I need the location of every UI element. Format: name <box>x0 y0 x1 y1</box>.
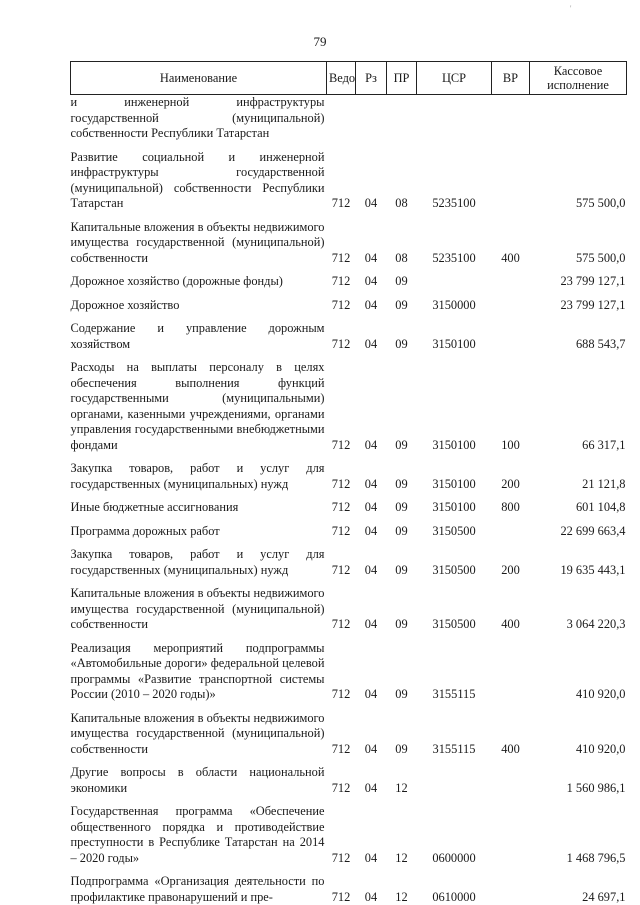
cell-csr: 3150500 <box>432 523 476 538</box>
cell-csr: 5235100 <box>432 250 476 265</box>
cell-rz: 04 <box>364 250 378 265</box>
cell-csr: 5235100 <box>432 196 476 210</box>
cell-name: Капитальные вложения в объекты недвижимого имущества государственной (муниципальной) собственности <box>70 219 325 265</box>
cell-sum: 1 468 796,5 <box>566 850 626 865</box>
cell-rz: 04 <box>364 297 378 312</box>
header-rz: Рз <box>356 62 387 95</box>
page-number: 79 <box>313 34 327 49</box>
table-row <box>71 866 627 905</box>
table-row <box>71 212 627 267</box>
cell-ved: 712 <box>331 196 351 210</box>
table-body <box>71 95 627 905</box>
cell-name: Капитальные вложения в объекты недвижимого имущества государственной (муниципальной) собственности <box>70 710 325 756</box>
cell-pr: 12 <box>395 780 408 795</box>
cell-vr <box>492 633 530 703</box>
cell-pr: 09 <box>395 617 408 631</box>
cell-csr: 3150100 <box>432 336 476 351</box>
cell-sum: 1 560 986,1 <box>566 780 626 795</box>
cell-ved: 712 <box>331 250 351 265</box>
cell-name: Реализация мероприятий подпрограммы «Автомобильные дороги» федеральной целевой программы «Развитие транспортной системы России (2010 – 2020 годы)» <box>70 640 325 701</box>
cell-csr <box>417 266 492 290</box>
cell-name: Дорожное хозяйство (дорожные фонды) <box>70 274 283 288</box>
cell-ved: 712 <box>331 780 351 795</box>
cell-rz: 04 <box>364 687 378 701</box>
budget-table <box>70 61 627 905</box>
cell-pr: 09 <box>395 562 408 577</box>
header-vr: ВР <box>492 62 530 95</box>
cell-sum: 22 699 663,4 <box>560 523 626 538</box>
cell-rz: 04 <box>364 274 378 288</box>
scan-mark: ' <box>570 4 572 13</box>
cell-ved <box>327 95 356 142</box>
cell-pr: 09 <box>395 437 408 452</box>
table-row <box>71 492 627 516</box>
cell-ved: 712 <box>331 617 351 631</box>
cell-sum: 688 543,7 <box>575 336 626 351</box>
cell-rz: 04 <box>364 336 378 351</box>
cell-csr: 3155115 <box>432 687 476 701</box>
table-row <box>71 539 627 578</box>
cell-sum: 3 064 220,3 <box>566 617 626 631</box>
cell-vr: 200 <box>501 476 520 491</box>
table-row <box>71 703 627 758</box>
cell-ved: 712 <box>331 889 351 904</box>
table-row <box>71 453 627 492</box>
cell-sum: 410 920,0 <box>575 741 626 756</box>
cell-rz: 04 <box>364 850 378 865</box>
cell-name: Подпрограмма «Организация деятельности по профилактике правонарушений и пре- <box>70 874 325 904</box>
cell-ved: 712 <box>331 741 351 756</box>
header-sum: Кассовое исполнение <box>530 62 627 95</box>
cell-vr <box>492 866 530 905</box>
cell-name: Программа дорожных работ <box>70 523 220 538</box>
cell-csr: 3150100 <box>432 437 476 452</box>
cell-name: и инженерной инфраструктуры государственной (муниципальной) собственности Республики Татарстан <box>70 95 325 140</box>
cell-rz: 04 <box>364 889 378 904</box>
cell-pr: 12 <box>395 850 408 865</box>
cell-rz: 04 <box>364 780 378 795</box>
cell-pr: 09 <box>395 336 408 351</box>
cell-csr <box>417 757 492 796</box>
cell-rz: 04 <box>364 741 378 756</box>
cell-pr: 09 <box>395 523 408 538</box>
cell-vr <box>492 95 530 142</box>
header-name: Наименование <box>71 62 327 95</box>
cell-vr <box>492 142 530 212</box>
cell-name: Закупка товаров, работ и услуг для государственных (муниципальных) нужд <box>70 547 325 577</box>
cell-name: Развитие социальной и инженерной инфраструктуры государственной (муниципальной) собственности Республики Татарстан <box>70 149 325 210</box>
cell-pr: 09 <box>395 500 408 514</box>
cell-pr: 08 <box>395 250 408 265</box>
cell-ved: 712 <box>331 562 351 577</box>
cell-sum: 575 500,0 <box>575 250 626 265</box>
cell-name: Иные бюджетные ассигнования <box>70 500 239 514</box>
cell-rz: 04 <box>364 562 378 577</box>
cell-name: Расходы на выплаты персоналу в целях обеспечения выполнения функций государственными (муниципальными) органами, казенными учреждениями, органами управления государственными внебюджетными фондами <box>70 360 325 452</box>
cell-rz <box>356 95 387 142</box>
table-row <box>71 796 627 866</box>
cell-name: Закупка товаров, работ и услуг для государственных (муниципальных) нужд <box>70 461 325 491</box>
cell-name: Другие вопросы в области национальной экономики <box>70 765 325 795</box>
header-ved: Ведо <box>327 62 356 95</box>
cell-rz: 04 <box>364 617 378 631</box>
cell-pr <box>387 95 417 142</box>
cell-vr <box>492 290 530 314</box>
table-row <box>71 95 627 142</box>
cell-sum: 21 121,8 <box>582 476 626 491</box>
cell-csr: 3150500 <box>432 617 476 631</box>
cell-vr: 400 <box>501 617 520 631</box>
table-row <box>71 633 627 703</box>
table-header-row <box>71 62 627 95</box>
cell-csr: 3150100 <box>432 476 476 491</box>
cell-sum: 23 799 127,1 <box>560 274 626 288</box>
cell-pr: 09 <box>395 274 408 288</box>
table-row <box>71 266 627 290</box>
cell-name: Капитальные вложения в объекты недвижимого имущества государственной (муниципальной) собственности <box>70 586 325 631</box>
cell-vr: 800 <box>501 500 520 514</box>
cell-vr: 100 <box>501 437 520 452</box>
cell-name: Дорожное хозяйство <box>70 297 180 312</box>
cell-ved: 712 <box>331 437 351 452</box>
cell-sum: 24 697,1 <box>582 889 626 904</box>
cell-pr: 09 <box>395 741 408 756</box>
cell-pr: 09 <box>395 476 408 491</box>
cell-ved: 712 <box>331 476 351 491</box>
cell-vr <box>492 516 530 540</box>
cell-vr <box>492 757 530 796</box>
cell-sum: 19 635 443,1 <box>560 562 626 577</box>
cell-rz: 04 <box>364 500 378 514</box>
cell-csr: 3150100 <box>432 500 476 514</box>
table-row <box>71 516 627 540</box>
cell-pr: 12 <box>395 889 408 904</box>
cell-rz: 04 <box>364 476 378 491</box>
cell-vr <box>492 266 530 290</box>
cell-ved: 712 <box>331 336 351 351</box>
cell-ved: 712 <box>331 850 351 865</box>
cell-csr: 3150500 <box>432 562 476 577</box>
cell-ved: 712 <box>331 297 351 312</box>
cell-vr: 400 <box>501 741 520 756</box>
cell-name: Содержание и управление дорожным хозяйством <box>70 321 325 351</box>
cell-vr <box>492 313 530 352</box>
header-csr: ЦСР <box>417 62 492 95</box>
cell-csr: 3150000 <box>432 297 476 312</box>
cell-name: Государственная программа «Обеспечение общественного порядка и противодействие преступности в Республике Татарстан на 2014 – 2020 годы» <box>70 804 325 865</box>
cell-csr: 0600000 <box>432 850 476 865</box>
table-row <box>71 313 627 352</box>
cell-sum: 23 799 127,1 <box>560 297 626 312</box>
cell-vr <box>492 796 530 866</box>
cell-pr: 08 <box>395 196 408 210</box>
cell-rz: 04 <box>364 196 378 210</box>
table-row <box>71 757 627 796</box>
header-pr: ПР <box>387 62 417 95</box>
cell-ved: 712 <box>331 687 351 701</box>
cell-ved: 712 <box>331 523 351 538</box>
cell-pr: 09 <box>395 687 408 701</box>
cell-rz: 04 <box>364 523 378 538</box>
cell-vr: 400 <box>501 250 520 265</box>
cell-rz: 04 <box>364 437 378 452</box>
cell-csr: 3155115 <box>432 741 476 756</box>
cell-vr: 200 <box>501 562 520 577</box>
table-row <box>71 352 627 453</box>
cell-sum: 575 500,0 <box>575 196 626 210</box>
cell-sum: 66 317,1 <box>582 437 626 452</box>
cell-csr <box>417 95 492 142</box>
cell-sum: 601 104,8 <box>575 500 626 514</box>
cell-ved: 712 <box>331 500 351 514</box>
table-row <box>71 142 627 212</box>
cell-sum: 410 920,0 <box>575 687 626 701</box>
cell-pr: 09 <box>395 297 408 312</box>
cell-ved: 712 <box>331 274 351 288</box>
cell-csr: 0610000 <box>432 889 476 904</box>
cell-sum <box>530 95 627 142</box>
table-row <box>71 290 627 314</box>
table-row <box>71 578 627 633</box>
